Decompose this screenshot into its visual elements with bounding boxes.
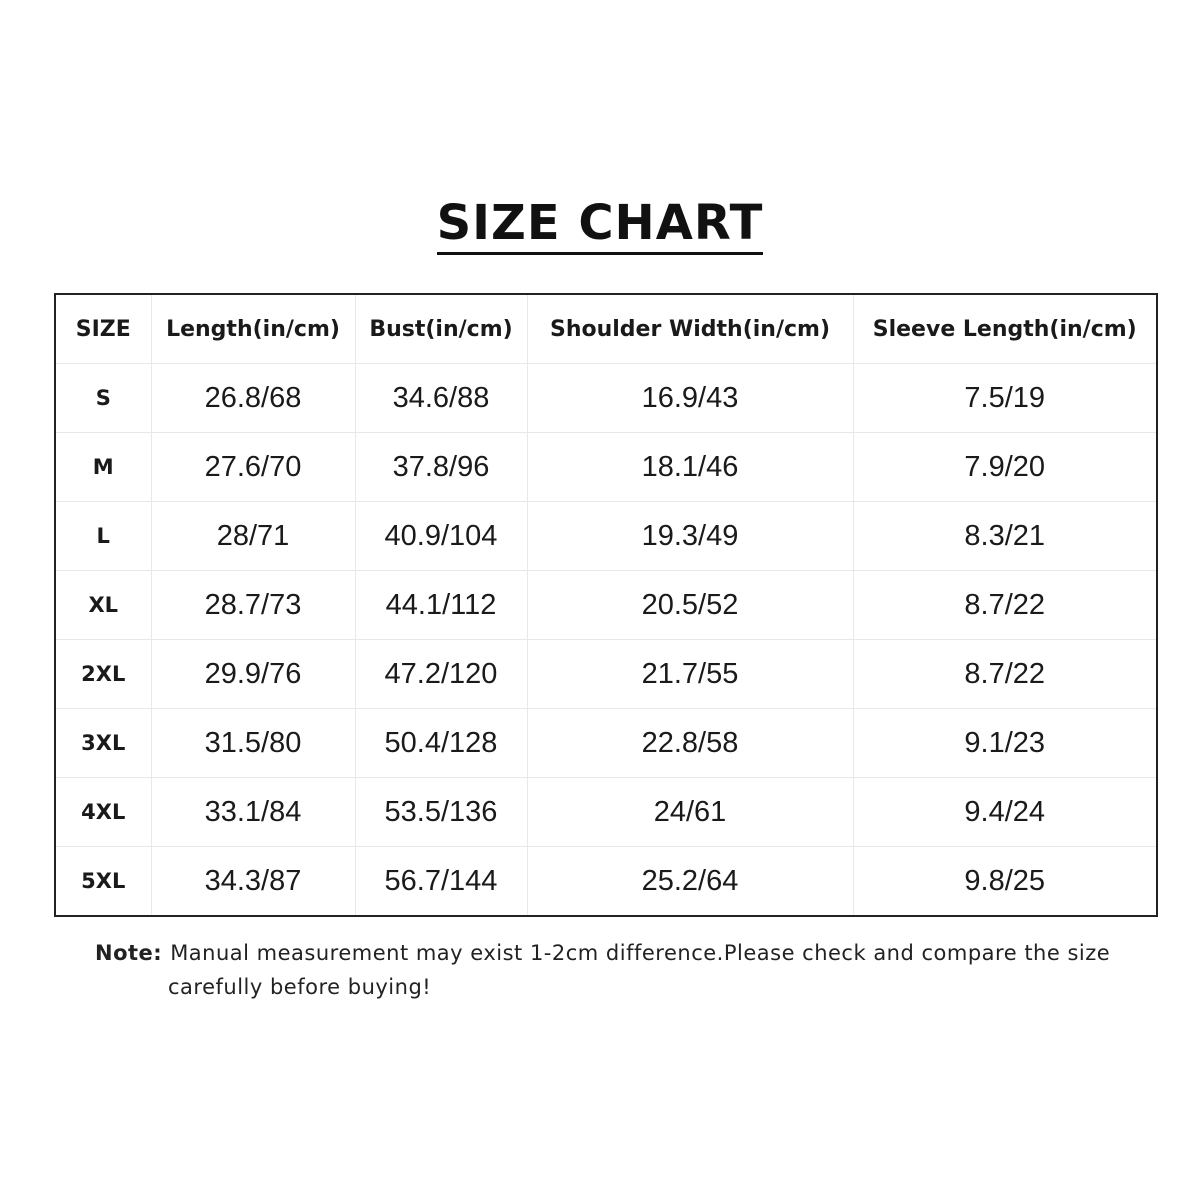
note-line-2: carefully before buying!: [168, 975, 432, 999]
length-value: 34.3/87: [151, 847, 355, 917]
note-block: [95, 936, 1135, 1004]
shoulder-width-value: 21.7/55: [527, 640, 853, 709]
header-sleeve-length: Sleeve Length(in/cm): [853, 294, 1157, 364]
bust-value: 37.8/96: [355, 433, 527, 502]
title-text: SIZE CHART: [437, 194, 764, 255]
length-value: 33.1/84: [151, 778, 355, 847]
shoulder-width-value: 22.8/58: [527, 709, 853, 778]
table-row: [55, 778, 1157, 847]
sleeve-length-value: 7.5/19: [853, 364, 1157, 433]
shoulder-width-value: 25.2/64: [527, 847, 853, 917]
length-value: 28.7/73: [151, 571, 355, 640]
bust-value: 34.6/88: [355, 364, 527, 433]
header-length: Length(in/cm): [151, 294, 355, 364]
page-title: [0, 193, 1200, 255]
table-row: [55, 847, 1157, 917]
length-value: 29.9/76: [151, 640, 355, 709]
table-row: [55, 640, 1157, 709]
length-value: 27.6/70: [151, 433, 355, 502]
table-row: [55, 571, 1157, 640]
length-value: 28/71: [151, 502, 355, 571]
table-row: [55, 364, 1157, 433]
shoulder-width-value: 24/61: [527, 778, 853, 847]
sleeve-length-value: 7.9/20: [853, 433, 1157, 502]
bust-value: 47.2/120: [355, 640, 527, 709]
bust-value: 53.5/136: [355, 778, 527, 847]
table-row: [55, 433, 1157, 502]
shoulder-width-value: 16.9/43: [527, 364, 853, 433]
table-row: [55, 709, 1157, 778]
sleeve-length-value: 9.1/23: [853, 709, 1157, 778]
size-label: 4XL: [55, 778, 151, 847]
size-label: S: [55, 364, 151, 433]
size-label: 5XL: [55, 847, 151, 917]
bust-value: 56.7/144: [355, 847, 527, 917]
size-chart-table: [54, 293, 1158, 917]
header-size: SIZE: [55, 294, 151, 364]
note-label: Note:: [95, 941, 163, 965]
length-value: 26.8/68: [151, 364, 355, 433]
size-label: M: [55, 433, 151, 502]
sleeve-length-value: 8.3/21: [853, 502, 1157, 571]
shoulder-width-value: 20.5/52: [527, 571, 853, 640]
size-label: XL: [55, 571, 151, 640]
table-header-row: [55, 294, 1157, 364]
bust-value: 40.9/104: [355, 502, 527, 571]
note-line-1: Manual measurement may exist 1-2cm difference.Please check and compare the size: [170, 941, 1111, 965]
shoulder-width-value: 18.1/46: [527, 433, 853, 502]
bust-value: 44.1/112: [355, 571, 527, 640]
bust-value: 50.4/128: [355, 709, 527, 778]
table-row: [55, 502, 1157, 571]
sleeve-length-value: 9.8/25: [964, 864, 1046, 897]
sleeve-length-value: 8.7/22: [853, 571, 1157, 640]
sleeve-length-value: 8.7/22: [853, 640, 1157, 709]
size-label: 2XL: [55, 640, 151, 709]
length-value: 31.5/80: [151, 709, 355, 778]
size-label: 3XL: [55, 709, 151, 778]
size-label: L: [55, 502, 151, 571]
header-shoulder-width: Shoulder Width(in/cm): [527, 294, 853, 364]
sleeve-length-value: 9.4/24: [853, 778, 1157, 847]
shoulder-width-value: 19.3/49: [527, 502, 853, 571]
header-bust: Bust(in/cm): [355, 294, 527, 364]
